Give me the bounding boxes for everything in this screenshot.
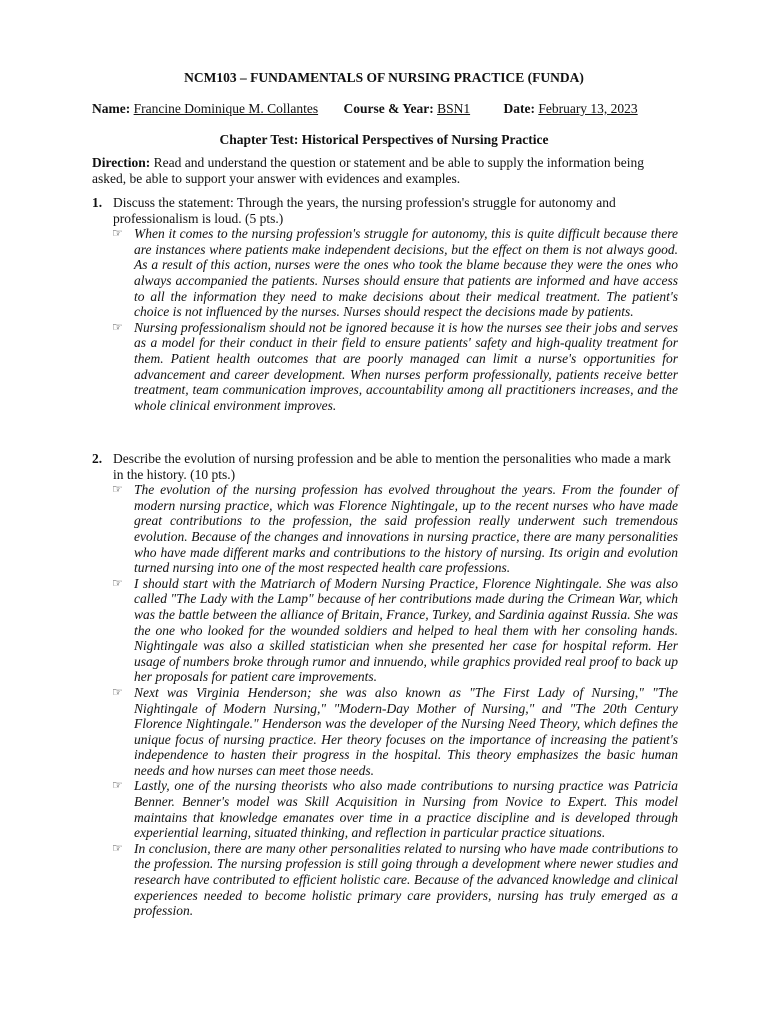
pointing-hand-icon: ☞ (112, 226, 123, 241)
name-label: Name: (92, 101, 131, 116)
direction-paragraph (92, 155, 678, 186)
answer-item (92, 576, 678, 685)
answer-text: Nursing professionalism should not be ignored because it is how the nurses see their jobs and serves as a model for their conduct in their field to ensure patients' safety and high-quality treatment for them. Patient health outcomes that are poorly managed can limit a nurse's opportunities for advancement and career development. When nurses perform professionally, patients receive better treatment, team communication improves, accountability among all practitioners increases, and the whole clinical environment improves. (134, 319, 678, 413)
answer-text: In conclusion, there are many other personalities related to nursing who have made contributions to the profession. The nursing profession is still going through a development where newer studies and research have contributed to efficient holistic care. Because of the advanced knowledge and clinical experiences needed to become holistic primary care providers, nursing has truly emerged as a profession. (134, 840, 678, 919)
answer-text: Next was Virginia Henderson; she was also known as "The First Lady of Nursing," "The Nightingale of Modern Nursing," "Modern-Day Mother of Nursing," and "The 20th Century Florence Nightingale." Henderson was the developer of the Nursing Need Theory, which defines the unique focus of nursing practice. Her theory focuses on the importance of increasing the patient's independence to hasten their progress in the hospital. This theory emphasizes the basic human needs and how nurses can meet those needs. (134, 684, 678, 778)
pointing-hand-icon: ☞ (112, 575, 123, 590)
date-label: Date: (503, 101, 535, 116)
question-text: Discuss the statement: Through the years, the nursing profession's struggle for autonomy and professionalism is loud. (5 pts.) (113, 195, 616, 226)
pointing-hand-icon: ☞ (112, 482, 123, 497)
pointing-hand-icon: ☞ (112, 319, 123, 334)
pointing-hand-icon: ☞ (112, 778, 123, 793)
answer-text: Lastly, one of the nursing theorists who also made contributions to nursing practice was Patricia Benner. Benner's model was Skill Acquisition in Nursing from Novice to Expert. This model maintains that knowledge emanates over time in a practice discipline and is developed through experiential learning, situated thinking, and reflection in particular practice situations. (134, 778, 678, 841)
direction-label: Direction: (92, 155, 151, 170)
chapter-test-title: Chapter Test: Historical Perspectives of Nursing Practice (219, 132, 549, 147)
pointing-hand-icon: ☞ (112, 840, 123, 855)
answer-item (92, 685, 678, 779)
answer-item (92, 482, 678, 576)
answer-item (92, 226, 678, 320)
question-1 (92, 195, 678, 413)
name-value: Francine Dominique M. Collantes (133, 101, 319, 116)
pointing-hand-icon: ☞ (112, 684, 123, 699)
student-info-line (92, 101, 692, 117)
answer-text: I should start with the Matriarch of Modern Nursing Practice, Florence Nightingale. She was also called "The Lady with the Lamp" because of her contributions made during the Crimean War, which was the battle between the alliance of Britain, France, Turkey, and Sardinia against Russia. She was the one who looked for the wounded soldiers and helped to heal them with her consoling hands. Nightingale was also a skilled statistician when she presented her case for hospital reform. Her usage of numbers broke through rumor and innuendo, while graphics provided real proof to back up her proposals for patient care improvements. (134, 575, 678, 685)
answer-list (92, 226, 678, 413)
question-text: Describe the evolution of nursing profession and be able to mention the personalities who made a mark in the history. (10 pts.) (113, 451, 671, 482)
answer-text: The evolution of the nursing profession has evolved throughout the years. From the founder of modern nursing practice, which was Florence Nightingale, up to the recent nurses who have made great contributions to the profession, the said profession really underwent such tremendous evolution. Because of the changes and innovations in nursing practice, there are many personalities who have made different marks and contributions to the history of nursing. Its origin and evolution turned nursing into one of the most respected health care professions. (134, 482, 678, 576)
answer-item (92, 841, 678, 919)
document-title: NCM103 – FUNDAMENTALS OF NURSING PRACTICE (FUNDA) (184, 70, 584, 85)
question-number: 1. (92, 195, 103, 210)
direction-text: Read and understand the question or statement and be able to supply the information being asked, be able to support your answer with evidences and examples. (92, 155, 644, 186)
answer-item (92, 320, 678, 414)
question-number: 2. (92, 451, 103, 466)
question-2 (92, 451, 678, 919)
course-label: Course & Year: (343, 101, 434, 116)
answer-text: When it comes to the nursing profession's struggle for autonomy, this is quite difficult because there are instances where patients make independent decisions, but the effect on them is not always good. As a result of this action, nurses were the ones who took the blame because they were the ones who always accompanied the patients. Nurses should ensure that patients are informed and have access to all the information they need to make decisions about their medical treatment. The patient's choice is not influenced by the nurses. Nurses should respect the decisions made by patients. (134, 226, 678, 320)
course-value: BSN1 (437, 101, 471, 116)
answer-list (92, 482, 678, 919)
date-value: February 13, 2023 (538, 101, 638, 116)
answer-item (92, 778, 678, 840)
